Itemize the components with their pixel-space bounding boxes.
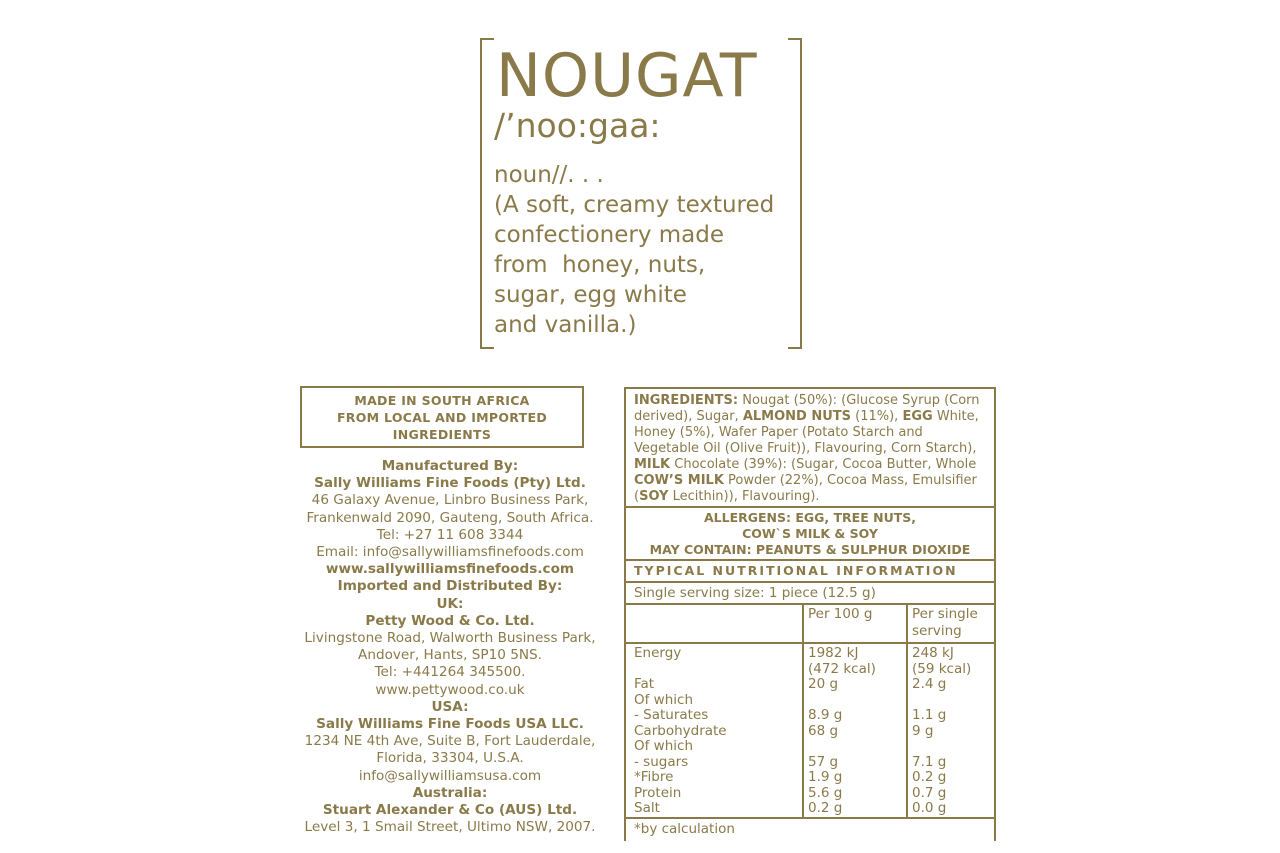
header-per-100g: Per 100 g: [808, 606, 873, 622]
divider: [626, 559, 994, 561]
company-info-line: Petty Wood & Co. Ltd.: [365, 612, 535, 629]
company-info-line: USA:: [431, 698, 469, 715]
ingredient-emphasis: ALMOND NUTS: [742, 409, 852, 424]
values-per-100g: 1982 kJ (472 kcal) 20 g 8.9 g 68 g 57 g 1.9 g 5.6 g 0.2 g: [808, 645, 876, 816]
company-info-line: 1234 NE 4th Ave, Suite B, Fort Lauderdale,: [304, 733, 596, 750]
origin-line: MADE IN SOUTH AFRICA: [354, 392, 530, 408]
ingredient-emphasis: MILK: [634, 457, 671, 472]
definition-text: noun//. . . (A soft, creamy textured confectionery made from honey, nuts, sugar, egg white and vanilla.): [494, 162, 775, 338]
allergen-line: ALLERGENS: EGG, TREE NUTS,: [703, 510, 916, 525]
company-info-line: Tel: +441264 345500.: [374, 664, 526, 681]
company-info-line: UK:: [436, 595, 464, 612]
ingredient-text: Lecithin)), Flavouring).: [668, 489, 820, 504]
column-divider: [802, 603, 804, 819]
allergen-line: COW`S MILK & SOY: [742, 526, 878, 541]
company-info-line: 46 Galaxy Avenue, Linbro Business Park,: [311, 492, 589, 509]
allergens-block: [626, 510, 994, 558]
ingredients-nutrition-panel: [624, 387, 996, 841]
ingredient-text: Chocolate (39%): (Sugar, Cocoa Butter, Whole: [670, 457, 977, 472]
nutrition-title: TYPICAL NUTRITIONAL INFORMATION: [634, 563, 958, 578]
company-info-line: Frankenwald 2090, Gauteng, South Africa.: [306, 509, 594, 526]
column-divider: [906, 603, 908, 819]
company-info-line: Email: info@sallywilliamsfinefoods.com: [316, 544, 584, 561]
company-info-line: Level 3, 1 Smail Street, Ultimo NSW, 2007.: [304, 819, 596, 836]
footnote: *by calculation: [634, 821, 735, 837]
company-info-line: www.pettywood.co.uk: [375, 681, 525, 698]
divider: [626, 603, 994, 605]
origin-line: INGREDIENTS: [392, 426, 492, 442]
definition-box: [480, 38, 802, 349]
divider: [626, 506, 994, 508]
left-bracket: [480, 38, 494, 349]
divider: [626, 817, 994, 819]
ingredient-text: White, Honey (5%), Wafer Paper (Potato Starch and Vegetable Oil (Olive Fruit)), Flavouring, Corn Starch),: [634, 409, 979, 456]
ingredient-text: (11%),: [851, 409, 903, 424]
nutrient-labels: Energy Fat Of which - Saturates Carbohydrate Of which - sugars *Fibre Protein Salt: [634, 645, 727, 816]
company-info-line: Sally Williams Fine Foods (Pty) Ltd.: [314, 475, 586, 492]
header-per-serving: Per single serving: [912, 606, 978, 639]
origin-box: [300, 386, 584, 448]
values-per-serving: 248 kJ (59 kcal) 2.4 g 1.1 g 9 g 7.1 g 0.2 g 0.7 g 0.0 g: [912, 645, 972, 816]
company-info-line: Manufactured By:: [381, 458, 519, 474]
company-info-line: Andover, Hants, SP10 5NS.: [358, 647, 542, 664]
company-info-line: Livingstone Road, Walworth Business Park,: [304, 630, 596, 647]
ingredient-emphasis: COW’S MILK: [634, 473, 724, 488]
ingredient-emphasis: EGG: [902, 409, 933, 424]
right-bracket: [788, 38, 802, 349]
origin-line: FROM LOCAL AND IMPORTED: [336, 409, 548, 425]
allergen-line: MAY CONTAIN: PEANUTS & SULPHUR DIOXIDE: [649, 542, 971, 557]
company-info-line: Tel: +27 11 608 3344: [376, 526, 524, 543]
ingredient-emphasis: INGREDIENTS:: [634, 393, 739, 408]
pronunciation: /’noo:gaa:: [494, 106, 661, 145]
company-info: [278, 458, 622, 836]
crop-edge: [278, 838, 622, 853]
company-info-line: Imported and Distributed By:: [337, 578, 563, 595]
divider: [626, 642, 994, 644]
product-title: NOUGAT: [496, 41, 758, 111]
ingredients-text: [634, 393, 990, 505]
divider: [626, 581, 994, 583]
company-info-line: Australia:: [412, 784, 488, 801]
ingredient-text: Powder (22%), Cocoa Mass, Emulsifier (: [634, 473, 977, 504]
company-info-line: info@sallywilliamsusa.com: [358, 767, 542, 784]
company-info-line: Sally Williams Fine Foods USA LLC.: [316, 716, 584, 733]
company-info-line: Florida, 33304, U.S.A.: [376, 750, 524, 767]
ingredient-emphasis: SOY: [639, 489, 669, 504]
company-info-line: www.sallywilliamsfinefoods.com: [325, 561, 575, 578]
company-info-line: Stuart Alexander & Co (AUS) Ltd.: [322, 802, 578, 819]
serving-size: Single serving size: 1 piece (12.5 g): [634, 585, 876, 601]
ingredient-text: Nougat (50%): (Glucose Syrup (Corn derived), Sugar,: [634, 393, 980, 424]
